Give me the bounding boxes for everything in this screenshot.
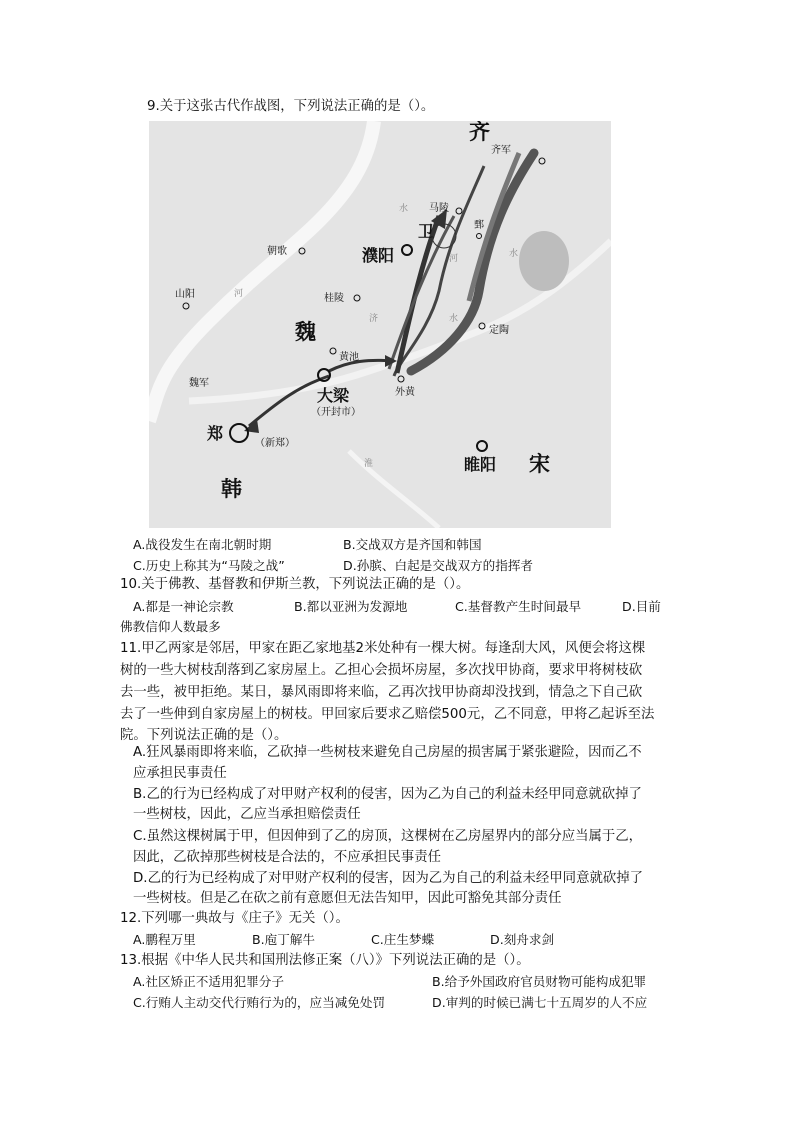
label-chaoge: 朝歌: [267, 246, 287, 257]
label-kaifeng: （开封市）: [311, 407, 361, 418]
q11-stem-line-2: 树的一些大树枝刮落到乙家房屋上。乙担心会损坏房屋，多次找甲协商，要求甲将树枝砍: [120, 663, 643, 678]
q11-option-c-line-1: C.虽然这棵树属于甲，但因伸到了乙的房顶，这棵树在乙房屋界内的部分应当属于乙，: [133, 829, 643, 844]
q12-option-b: B.庖丁解牛: [252, 932, 316, 947]
q10-option-a: A.都是一神论宗教: [133, 599, 234, 614]
label-puyang: 濮阳: [362, 246, 395, 265]
label-qi: 齐: [469, 121, 490, 144]
q11-stem-line-1: 11.甲乙两家是邻居，甲家在距乙家地基2米处种有一棵大树。每逢刮大风，风便会将这棵: [120, 641, 646, 656]
q13-stem: 13.根据《中华人民共和国刑法修正案（八）》下列说法正确的是（）。: [120, 953, 530, 968]
q11-stem-line-4: 去了一些伸到自家房屋上的树枝。甲回家后要求乙赔偿500元，乙不同意，甲将乙起诉至法: [120, 707, 655, 722]
label-guiling: 桂陵: [324, 293, 344, 304]
q10-option-c: C.基督教产生时间最早: [455, 599, 582, 614]
battle-map: [149, 121, 611, 528]
label-song: 宋: [529, 452, 550, 476]
label-waihuang: 外黄: [395, 387, 415, 398]
q11-stem-line-3: 去一些，被甲拒绝。某日，暴风雨即将来临，乙再次找甲协商却没找到，情急之下自己砍: [120, 685, 643, 700]
label-daliang: 大梁: [317, 386, 350, 405]
label-suiyang: 睢阳: [464, 455, 497, 474]
q12-option-d: D.刻舟求剑: [490, 932, 555, 947]
q9-option-d: D.孙膑、白起是交战双方的指挥者: [343, 558, 534, 573]
label-dingtao: 定陶: [489, 325, 509, 336]
label-qi-army: 齐军: [491, 145, 511, 156]
q13-option-c: C.行贿人主动交代行贿行为的，应当减免处罚: [133, 995, 386, 1010]
q12-stem: 12.下列哪一典故与《庄子》无关（）。: [120, 911, 349, 926]
q9-option-c: C.历史上称其为“马陵之战”: [133, 558, 285, 573]
q11-option-a-line-2: 应承担民事责任: [133, 766, 227, 781]
river-label-ji: 济: [369, 314, 379, 324]
label-wei: 魏: [295, 320, 316, 344]
label-shanyang: 山阳: [175, 289, 195, 300]
q10-option-d-cont: 佛教信仰人数最多: [120, 619, 221, 634]
lake: [519, 231, 569, 291]
river-label-shui3: 水: [449, 314, 459, 324]
q13-option-b: B.给予外国政府官员财物可能构成犯罪: [432, 974, 647, 989]
q10-stem: 10.关于佛教、基督教和伊斯兰教，下列说法正确的是（）。: [120, 577, 470, 592]
q11-option-b-line-1: B.乙的行为已经构成了对甲财产权利的侵害，因为乙为自己的利益未经甲同意就砍掉了: [133, 787, 642, 802]
label-juan: 鄄: [474, 220, 484, 231]
q13-option-a: A.社区矫正不适用犯罪分子: [133, 974, 284, 989]
river-label-shui: 水: [399, 204, 409, 214]
q11-stem-line-5: 院。下列说法正确的是（）。: [120, 728, 288, 743]
q13-option-d: D.审判的时候已满七十五周岁的人不应: [432, 995, 648, 1010]
label-maling: 马陵: [429, 203, 449, 214]
q12-option-c: C.庄生梦蝶: [371, 932, 435, 947]
label-xinzheng: （新郑）: [255, 438, 295, 449]
river-label-he1: 河: [234, 289, 244, 299]
q12-option-a: A.鹏程万里: [133, 932, 196, 947]
q9-option-b: B.交战双方是齐国和韩国: [343, 537, 482, 552]
q11-option-d-line-1: D.乙的行为已经构成了对甲财产权利的侵害，因为乙为自己的利益未经甲同意就砍掉了: [133, 871, 644, 886]
label-wei-army: 魏军: [189, 378, 209, 389]
q10-option-d: D.目前: [622, 599, 661, 614]
q11-option-d-line-2: 一些树枝。但是乙在砍之前有意愿但无法告知甲，因此可豁免其部分责任: [133, 891, 562, 906]
label-huangchi: 黄池: [339, 352, 359, 363]
label-zheng: 郑: [207, 424, 224, 443]
q10-option-b: B.都以亚洲为发源地: [294, 599, 408, 614]
q9-option-a: A.战役发生在南北朝时期: [133, 537, 272, 552]
q9-stem: 9.关于这张古代作战图，下列说法正确的是（）。: [147, 99, 435, 114]
label-wei-state: 卫: [418, 222, 435, 241]
q11-option-c-line-2: 因此，乙砍掉那些树枝是合法的，不应承担民事责任: [133, 850, 441, 865]
q11-option-b-line-2: 一些树枝，因此，乙应当承担赔偿责任: [133, 807, 361, 822]
river-label-xi: 淮: [364, 459, 374, 469]
q11-option-a-line-1: A.狂风暴雨即将来临，乙砍掉一些树枝来避免自己房屋的损害属于紧张避险，因而乙不: [133, 745, 642, 760]
label-han: 韩: [221, 477, 242, 501]
river-label-he2: 河: [449, 254, 459, 264]
river-label-shui2: 水: [509, 249, 519, 259]
